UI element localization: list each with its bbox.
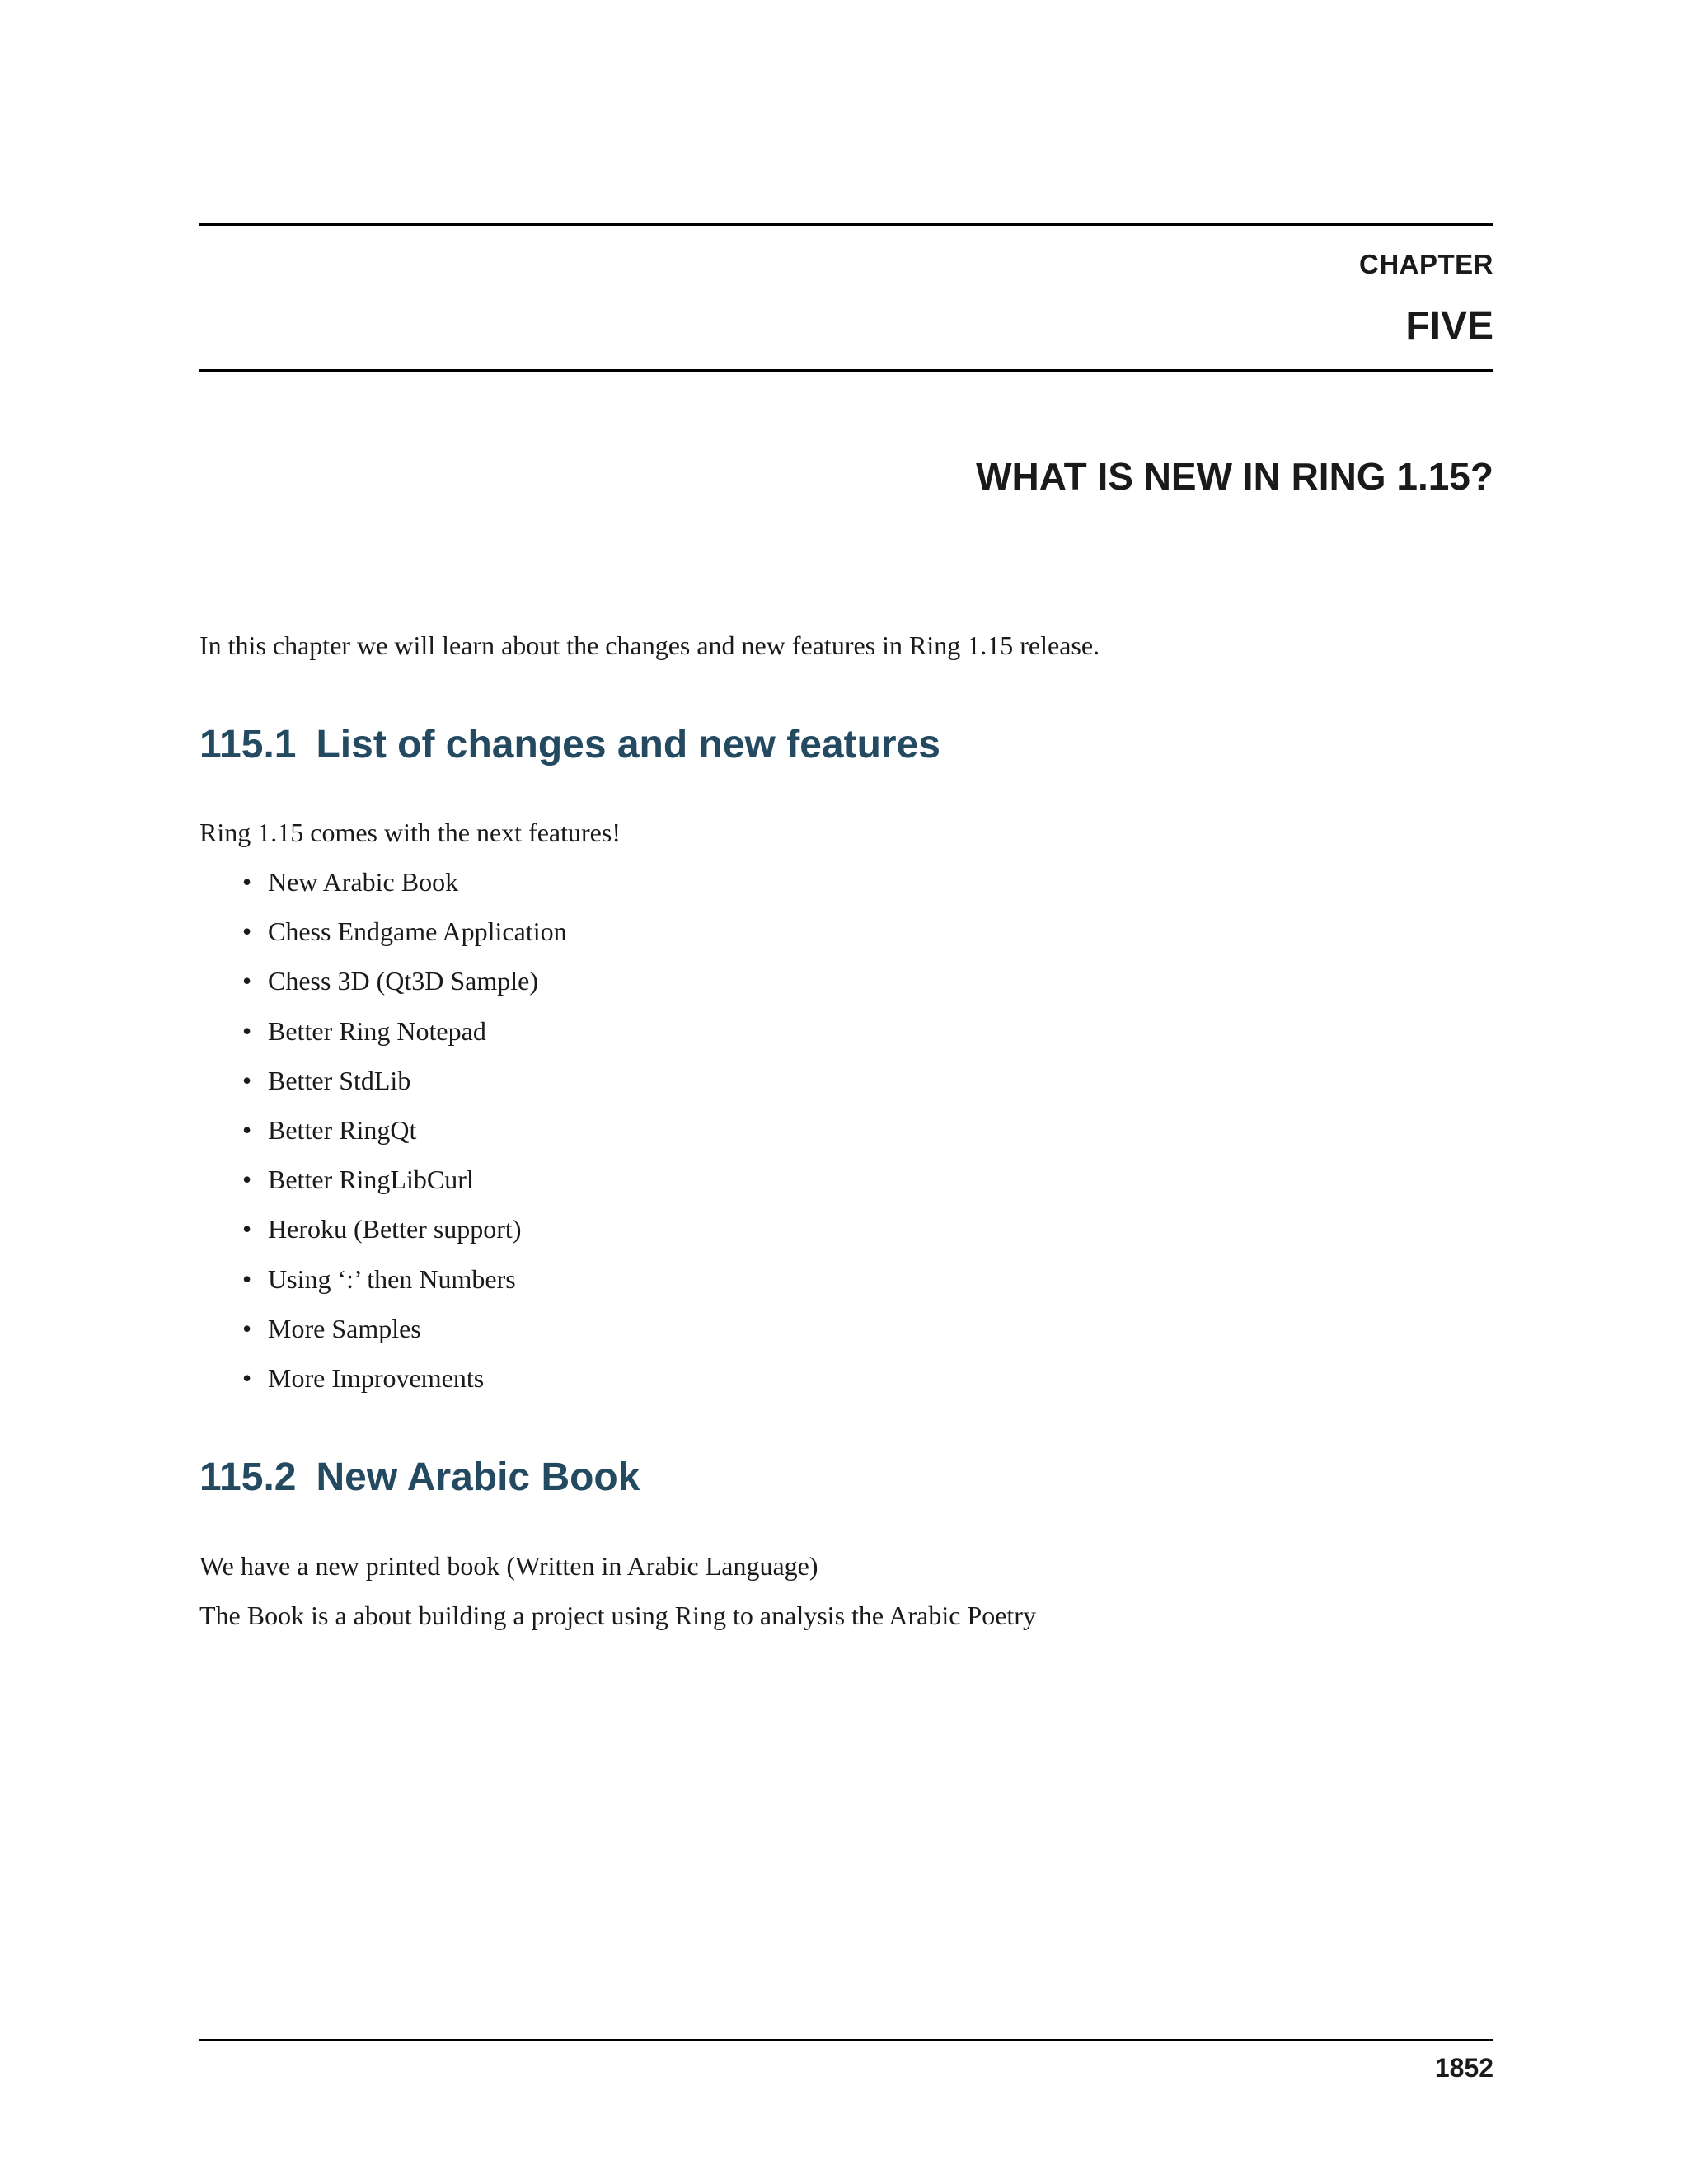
- list-item-text: Better StdLib: [268, 1065, 411, 1095]
- section-title: List of changes and new features: [316, 723, 940, 766]
- bullet-icon: •: [242, 1114, 252, 1145]
- list-item: [199, 865, 567, 915]
- chapter-bottom-rule: [199, 369, 1493, 372]
- bullet-icon: •: [242, 916, 252, 947]
- bullet-icon: •: [242, 1015, 252, 1046]
- list-item: [199, 1064, 567, 1113]
- bullet-icon: •: [242, 1362, 252, 1393]
- list-item: [199, 1361, 567, 1411]
- list-item: [199, 915, 567, 964]
- list-item-text: Better RingQt: [268, 1114, 417, 1145]
- list-item: [199, 1163, 567, 1212]
- bullet-icon: •: [242, 1263, 252, 1294]
- section-number: 115.1: [199, 723, 297, 766]
- section-title: New Arabic Book: [316, 1455, 640, 1499]
- bullet-icon: •: [242, 1165, 252, 1195]
- chapter-title: WHAT IS NEW IN RING 1.15?: [976, 455, 1493, 498]
- bullet-icon: •: [242, 1065, 252, 1095]
- chapter-number: FIVE: [1405, 304, 1493, 348]
- list-item: [199, 1263, 567, 1312]
- page-number: 1852: [1434, 2053, 1493, 2083]
- list-item-text: Heroku (Better support): [268, 1214, 522, 1244]
- section-number: 115.2: [199, 1455, 297, 1499]
- chapter-top-rule: [199, 223, 1493, 226]
- list-item-text: Better RingLibCurl: [268, 1165, 474, 1195]
- list-item-text: More Improvements: [268, 1362, 485, 1393]
- section-heading-1: [199, 722, 940, 767]
- list-item-text: Chess Endgame Application: [268, 916, 567, 947]
- list-item: [199, 1312, 567, 1361]
- list-item: [199, 964, 567, 1014]
- list-item-text: Using ‘:’ then Numbers: [268, 1263, 516, 1294]
- bullet-icon: •: [242, 1214, 252, 1244]
- list-item-text: More Samples: [268, 1313, 421, 1343]
- section2-paragraph-2: The Book is a about building a project using Ring to analysis the Arabic Poetry: [199, 1601, 1036, 1630]
- list-item: [199, 1212, 567, 1262]
- list-item-text: Chess 3D (Qt3D Sample): [268, 966, 538, 996]
- bullet-icon: •: [242, 1313, 252, 1343]
- section2-paragraph-1: We have a new printed book (Written in Arabic Language): [199, 1551, 818, 1581]
- section-heading-2: [199, 1455, 640, 1500]
- bullet-icon: •: [242, 966, 252, 996]
- intro-paragraph: In this chapter we will learn about the changes and new features in Ring 1.15 release.: [199, 630, 1100, 660]
- bullet-icon: •: [242, 867, 252, 897]
- list-item-text: Better Ring Notepad: [268, 1015, 486, 1046]
- list-item-text: New Arabic Book: [268, 867, 459, 897]
- section1-lead: Ring 1.15 comes with the next features!: [199, 818, 621, 847]
- document-page: [199, 0, 1493, 2184]
- chapter-label: CHAPTER: [1358, 249, 1493, 279]
- footer-rule: [199, 2039, 1493, 2041]
- list-item: [199, 1113, 567, 1163]
- list-item: [199, 1015, 567, 1064]
- feature-list: [199, 865, 567, 1411]
